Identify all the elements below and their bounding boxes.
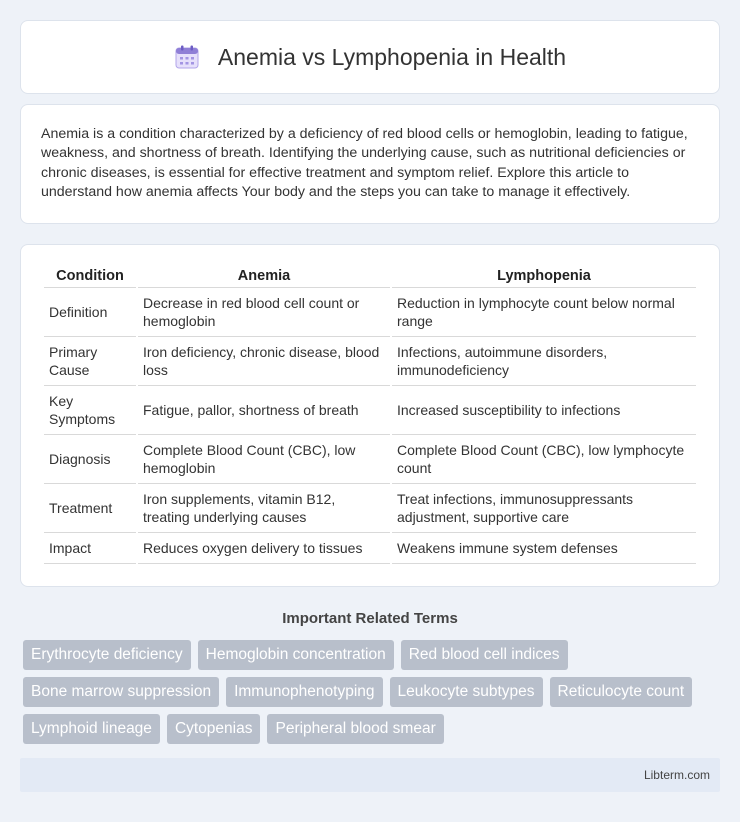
- table-row: [44, 337, 696, 386]
- page-title: Anemia vs Lymphopenia in Health: [217, 43, 567, 70]
- related-terms-title: Important Related Terms: [282, 610, 458, 627]
- column-header-anemia: Anemia: [138, 265, 390, 288]
- row-label: Definition: [44, 288, 136, 337]
- comparison-table-card: [20, 244, 720, 587]
- calendar-icon: [174, 44, 200, 70]
- intro-card: [20, 104, 720, 224]
- table-row: [44, 386, 696, 435]
- related-terms-list: [20, 640, 720, 744]
- lymphopenia-cell: Complete Blood Count (CBC), low lymphocyte count: [392, 435, 696, 484]
- anemia-cell: Iron deficiency, chronic disease, blood loss: [138, 337, 390, 386]
- related-term-tag[interactable]: Immunophenotyping: [226, 677, 382, 707]
- table-row: [44, 288, 696, 337]
- footer-site-link[interactable]: Libterm.com: [643, 768, 710, 782]
- anemia-cell: Decrease in red blood cell count or hemoglobin: [138, 288, 390, 337]
- footer: [20, 758, 720, 792]
- lymphopenia-cell: Increased susceptibility to infections: [392, 386, 696, 435]
- table-row: [44, 533, 696, 564]
- row-label: Key Symptoms: [44, 386, 136, 435]
- row-label: Treatment: [44, 484, 136, 533]
- related-term-tag[interactable]: Bone marrow suppression: [23, 677, 219, 707]
- table-row: [44, 435, 696, 484]
- header-card: [20, 20, 720, 94]
- related-term-tag[interactable]: Leukocyte subtypes: [390, 677, 543, 707]
- lymphopenia-cell: Treat infections, immunosuppressants adjustment, supportive care: [392, 484, 696, 533]
- related-term-tag[interactable]: Peripheral blood smear: [267, 714, 443, 744]
- intro-paragraph: Anemia is a condition characterized by a deficiency of red blood cells or hemoglobin, leading to fatigue, weakness, and shortness of breath. Identifying the underlying cause, such as nutritional deficiencies or chronic diseases, is essential for effective treatment and symptom relief. Explore this article to understand how anemia affects Your body and the steps you can take to manage it effectively.: [41, 126, 688, 201]
- column-header-condition: Condition: [44, 265, 136, 288]
- comparison-table: [42, 265, 698, 564]
- related-term-tag[interactable]: Red blood cell indices: [401, 640, 568, 670]
- related-term-tag[interactable]: Lymphoid lineage: [23, 714, 160, 744]
- anemia-cell: Iron supplements, vitamin B12, treating underlying causes: [138, 484, 390, 533]
- lymphopenia-cell: Infections, autoimmune disorders, immunodeficiency: [392, 337, 696, 386]
- lymphopenia-cell: Weakens immune system defenses: [392, 533, 696, 564]
- row-label: Primary Cause: [44, 337, 136, 386]
- column-header-lymphopenia: Lymphopenia: [392, 265, 696, 288]
- row-label: Diagnosis: [44, 435, 136, 484]
- related-term-tag[interactable]: Cytopenias: [167, 714, 261, 744]
- table-header-row: [44, 265, 696, 288]
- anemia-cell: Fatigue, pallor, shortness of breath: [138, 386, 390, 435]
- anemia-cell: Complete Blood Count (CBC), low hemoglobin: [138, 435, 390, 484]
- related-term-tag[interactable]: Erythrocyte deficiency: [23, 640, 191, 670]
- table-row: [44, 484, 696, 533]
- row-label: Impact: [44, 533, 136, 564]
- lymphopenia-cell: Reduction in lymphocyte count below normal range: [392, 288, 696, 337]
- anemia-cell: Reduces oxygen delivery to tissues: [138, 533, 390, 564]
- related-term-tag[interactable]: Hemoglobin concentration: [198, 640, 394, 670]
- related-term-tag[interactable]: Reticulocyte count: [550, 677, 693, 707]
